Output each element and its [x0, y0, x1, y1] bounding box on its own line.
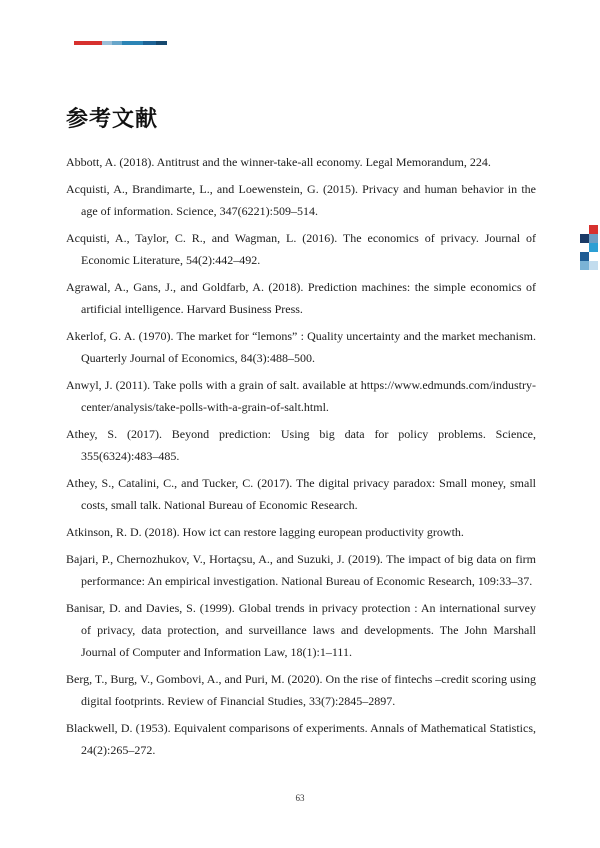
corner-square — [589, 234, 598, 243]
corner-squares-decor — [580, 225, 598, 270]
page-content — [66, 102, 536, 766]
corner-square — [589, 225, 598, 234]
dark-blue-segment — [143, 41, 156, 45]
reference-entry: Berg, T., Burg, V., Gombovi, A., and Puri, M. (2020). On the rise of fintechs –credit scoring using digital footprints. Review of Financial Studies, 33(7):2845–2897. — [66, 672, 536, 708]
red-segment — [74, 41, 102, 45]
reference-entry: Abbott, A. (2018). Antitrust and the winner-take-all economy. Legal Memorandum, 224. — [66, 155, 491, 169]
reference-entry: Acquisti, A., Brandimarte, L., and Loewenstein, G. (2015). Privacy and human behavior in the age of information. Science, 347(6221):509–514. — [66, 182, 536, 218]
corner-square — [589, 243, 598, 252]
reference-entry: Athey, S. (2017). Beyond prediction: Using big data for policy problems. Science, 355(6324):483–485. — [66, 427, 536, 463]
header-decor-bar — [74, 41, 167, 45]
reference-entry: Anwyl, J. (2011). Take polls with a grain of salt. available at https://www.edmunds.com/industry-center/analysis/take-polls-with-a-grain-of-salt.html. — [66, 378, 536, 414]
reference-entry: Banisar, D. and Davies, S. (1999). Global trends in privacy protection : An international survey of privacy, data protection, and surveillance laws and developments. The John Marshall Journal of Computer and Information Law, 18(1):1–111. — [66, 601, 536, 659]
light-blue-segment — [112, 41, 122, 45]
pale-blue-segment — [102, 41, 112, 45]
reference-entry: Acquisti, A., Taylor, C. R., and Wagman, L. (2016). The economics of privacy. Journal of Economic Literature, 54(2):442–492. — [66, 231, 536, 267]
navy-segment — [156, 41, 167, 45]
mid-blue-segment — [122, 41, 143, 45]
corner-square — [589, 261, 598, 270]
reference-entry: Blackwell, D. (1953). Equivalent comparisons of experiments. Annals of Mathematical Statistics, 24(2):265–272. — [66, 721, 536, 757]
reference-entry: Bajari, P., Chernozhukov, V., Hortaçsu, A., and Suzuki, J. (2019). The impact of big data on firm performance: An empirical investigation. National Bureau of Economic Research, 109:33–37. — [66, 552, 536, 588]
references-list — [66, 151, 536, 761]
page-number: 63 — [295, 793, 305, 803]
reference-entry: Agrawal, A., Gans, J., and Goldfarb, A. (2018). Prediction machines: the simple economics of artificial intelligence. Harvard Business Press. — [66, 280, 536, 316]
reference-entry: Akerlof, G. A. (1970). The market for “lemons” : Quality uncertainty and the market mechanism. Quarterly Journal of Economics, 84(3):488–500. — [66, 329, 536, 365]
corner-square — [580, 252, 589, 261]
reference-entry: Atkinson, R. D. (2018). How ict can restore lagging european productivity growth. — [66, 525, 464, 539]
page-title: 参考文献 — [66, 106, 159, 131]
corner-square — [580, 261, 589, 270]
corner-square — [580, 234, 589, 243]
reference-entry: Athey, S., Catalini, C., and Tucker, C. (2017). The digital privacy paradox: Small money, small costs, small talk. National Bureau of Economic Research. — [66, 476, 536, 512]
